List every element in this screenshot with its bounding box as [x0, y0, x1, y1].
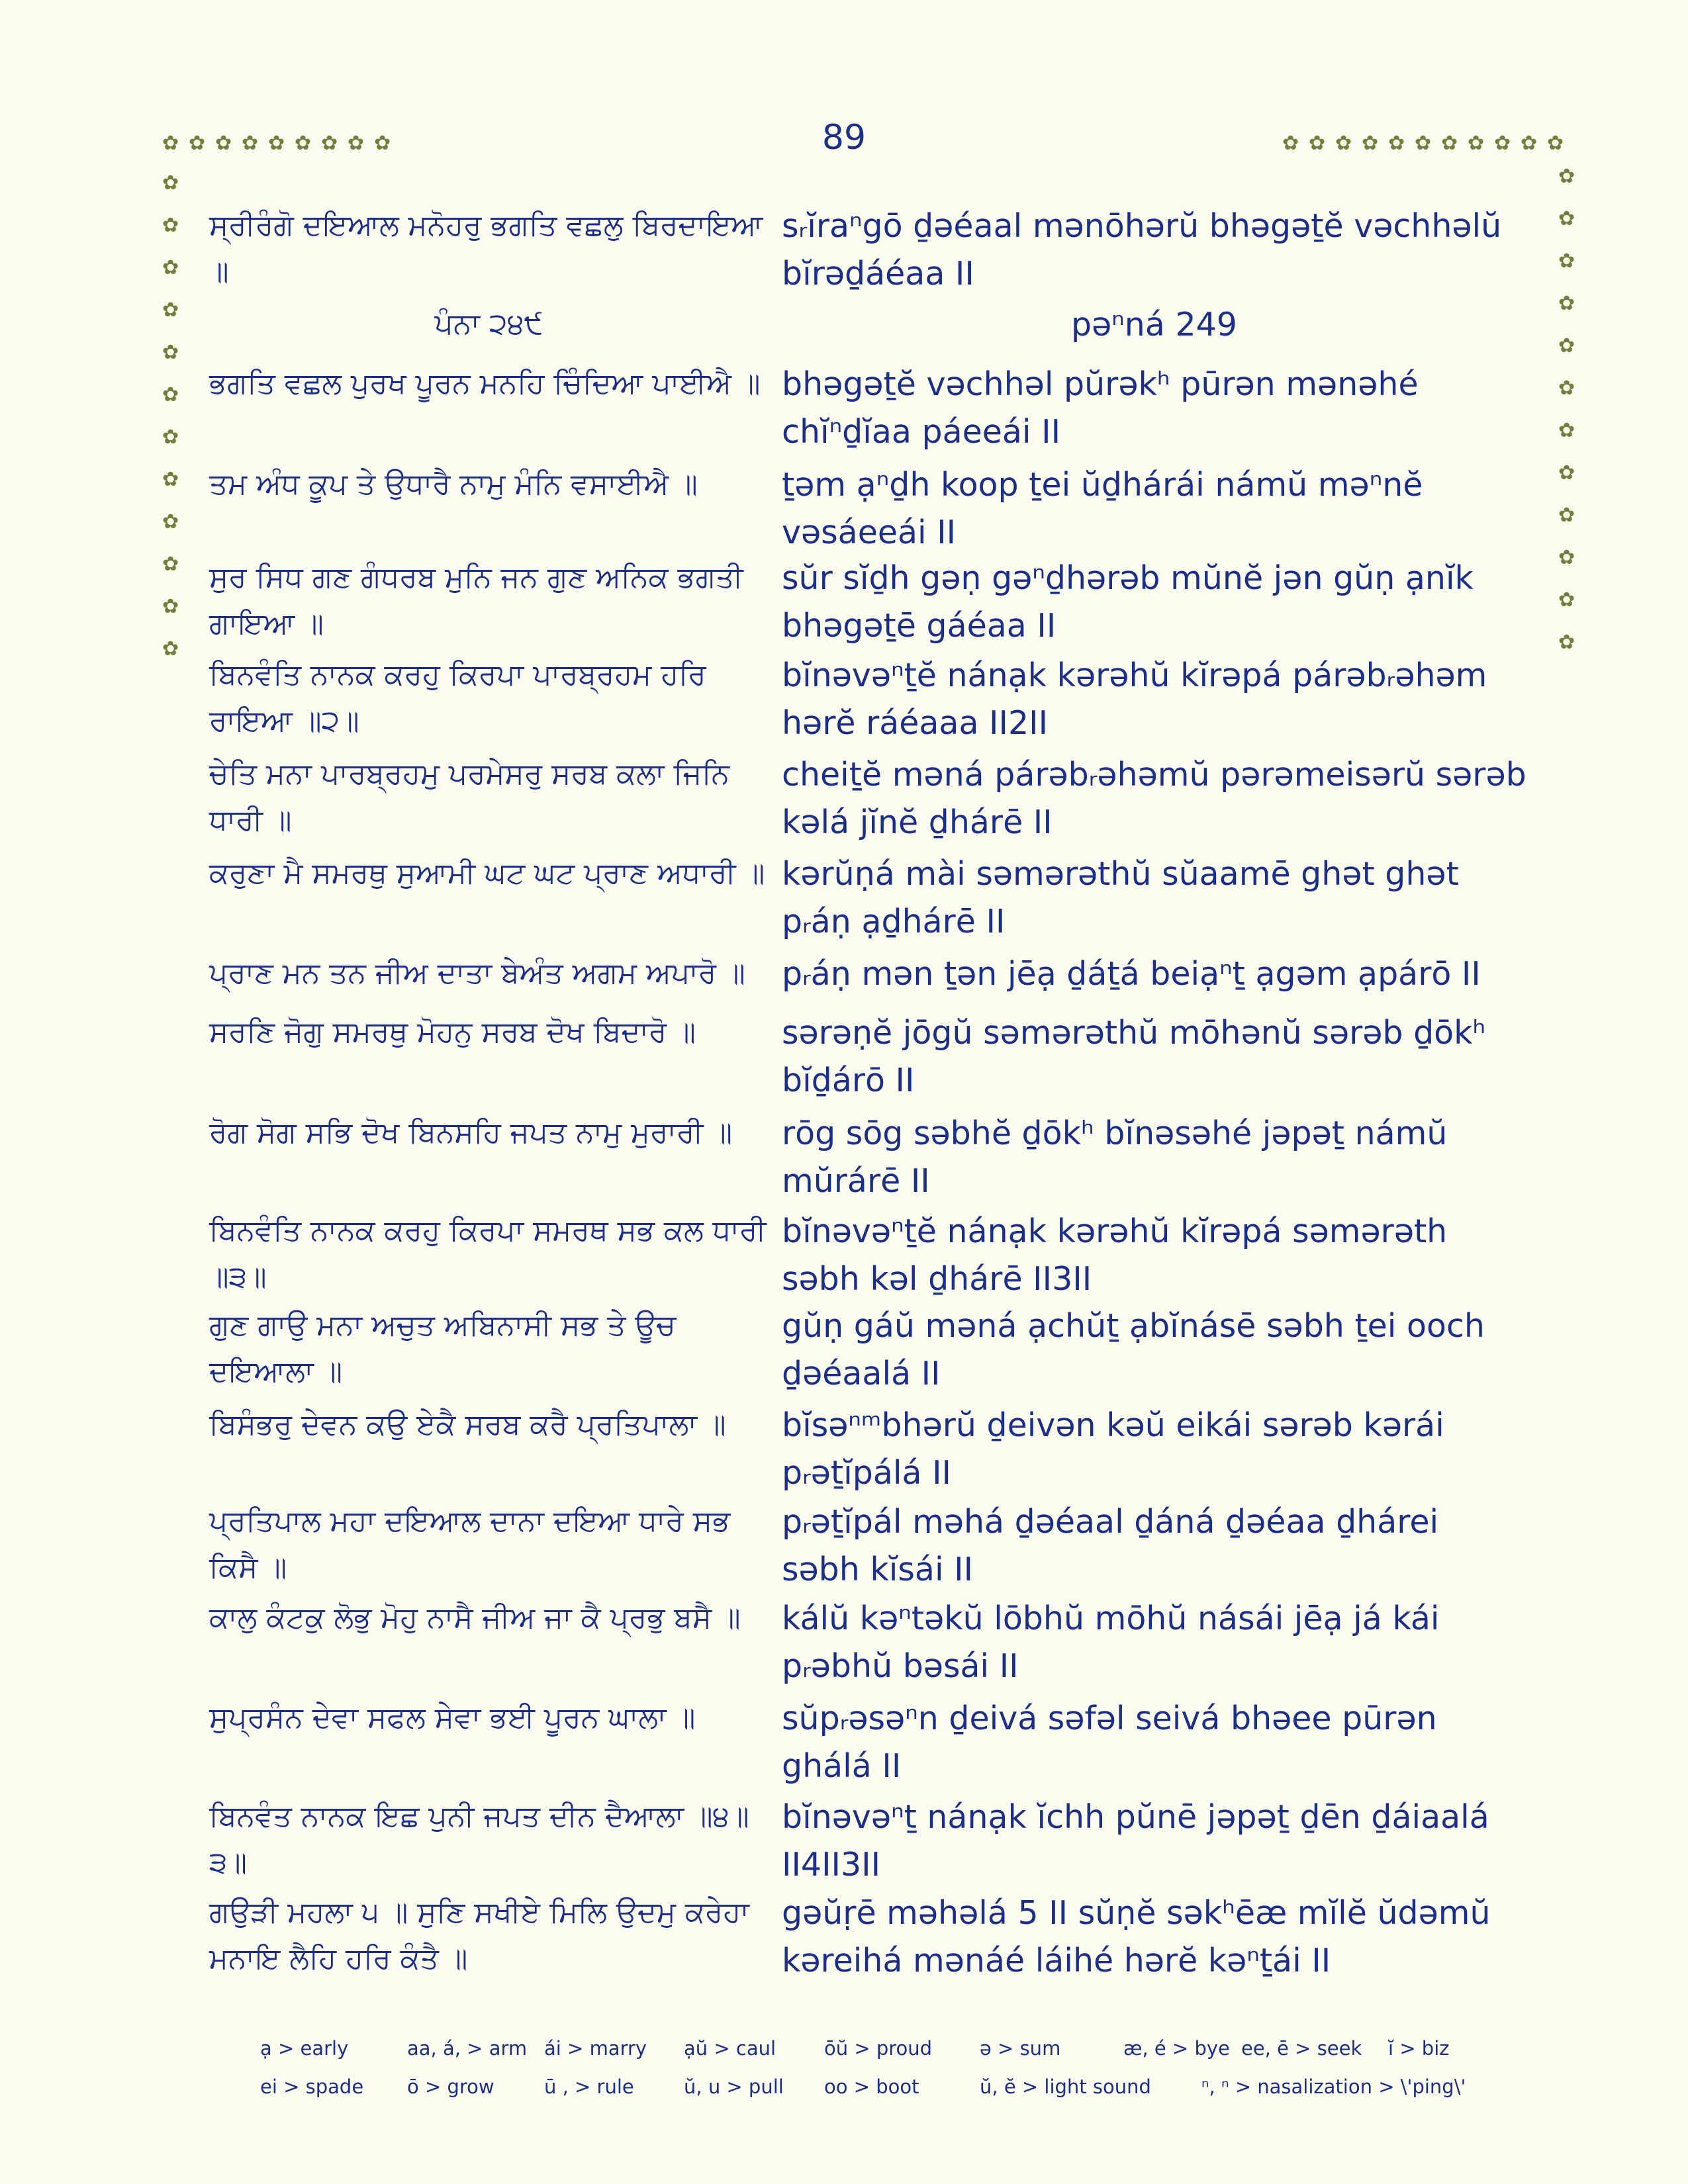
- gurmukhi-text: ਕਰੁਣਾ ਮੈ ਸਮਰਥੁ ਸੁਆਮੀ ਘਟ ਘਟ ਪ੍ਰਾਣ ਅਧਾਰੀ ॥: [209, 856, 765, 890]
- transliteration-text: sərəṇĕ jōgŭ səmərəthŭ mōhənŭ sərəb ḏōkʰ bĭḏárō II: [782, 1014, 1486, 1099]
- flower-ornament-icon: ✿: [1558, 631, 1575, 654]
- flower-ornament-icon: ✿: [162, 383, 179, 406]
- gurmukhi-text: ਚੇਤਿ ਮਨਾ ਪਾਰਬ੍ਰਹਮੁ ਪਰਮੇਸਰੁ ਸਰਬ ਕਲਾ ਜਿਨਿ ਧਾਰੀ ॥: [209, 757, 730, 837]
- flower-ornament-icon: ✿: [1362, 132, 1379, 155]
- flower-ornament-icon: ✿: [162, 553, 179, 576]
- gurmukhi-text: ਪੰਨਾ ੨੪੯: [434, 307, 543, 341]
- flower-ornament-icon: ✿: [1388, 132, 1405, 155]
- legend-entry: ĭ > biz: [1388, 2037, 1450, 2060]
- transliteration-text: bĭnəvəⁿṯ nánạk ĭchh pŭnē jəpəṯ ḏēn ḏáiaalá II4II3II: [782, 1798, 1489, 1884]
- flower-ornament-icon: ✿: [1309, 132, 1326, 155]
- transliteration-text: sŭr sĭḏh gəṇ gəⁿḏhərəb mŭnĕ jən gŭṇ ạnĭk bhəgəṯē gáéaa II: [782, 559, 1474, 645]
- gurmukhi-text: ਬਿਨਵੰਤਿ ਨਾਨਕ ਕਰਹੁ ਕਿਰਪਾ ਸਮਰਥ ਸਭ ਕਲ ਧਾਰੀ ॥੩॥: [209, 1214, 767, 1294]
- flower-ornament-icon: ✿: [215, 132, 232, 155]
- transliteration-text: pəⁿná 249: [1071, 306, 1237, 343]
- transliteration-text: gəŭṛē məhəlá 5 II sŭṇĕ səkʰēæ mĭlĕ ŭdəmŭ kəreihá mənáé láihé hərĕ kəⁿṯái II: [782, 1894, 1491, 1979]
- gurmukhi-text: ਸਰਣਿ ਜੋਗੁ ਸਮਰਥੁ ਮੋਹਨੁ ਸਰਬ ਦੋਖ ਬਿਦਾਰੋ ॥: [209, 1015, 696, 1049]
- gurmukhi-text: ਪ੍ਰਤਿਪਾਲ ਮਹਾ ਦਇਆਲ ਦਾਨਾ ਦਇਆ ਧਾਰੇ ਸਭ ਕਿਸੈ ॥: [209, 1504, 731, 1584]
- transliteration-text: bĭnəvəⁿṯĕ nánạk kərəhŭ kĭrəpá səmərəth səbh kəl ḏhárē II3II: [782, 1212, 1448, 1298]
- flower-ornament-icon: ✿: [1494, 132, 1511, 155]
- flower-ornament-icon: ✿: [1558, 250, 1575, 273]
- flower-ornament-icon: ✿: [162, 256, 179, 279]
- legend-entry: ə > sum: [980, 2037, 1061, 2060]
- flower-ornament-icon: ✿: [162, 214, 179, 237]
- transliteration-text: kərŭṇá mài səmərəthŭ sŭaamē ghət ghət pᵣáṇ ạḏhárē II: [782, 855, 1459, 940]
- transliteration-text: sᵣĭraⁿgō ḏəéaal mənōhərŭ bhəgəṯĕ vəchhəlŭ bĭrəḏáéaa II: [782, 207, 1502, 293]
- flower-ornament-icon: ✿: [1282, 132, 1299, 155]
- gurmukhi-text: ਗਉੜੀ ਮਹਲਾ ੫ ॥ ਸੁਣਿ ਸਖੀਏ ਮਿਲਿ ਉਦਮੁ ਕਰੇਹਾ ਮਨਾਇ ਲੈਹਿ ਹਰਿ ਕੰਤੈ ॥: [209, 1895, 749, 1976]
- transliteration-text: kálŭ kəⁿtəkŭ lōbhŭ mōhŭ násái jēạ já kái pᵣəbhŭ bəsái II: [782, 1600, 1440, 1685]
- flower-ornament-icon: ✿: [1558, 292, 1575, 315]
- legend-entry: ạŭ > caul: [684, 2037, 776, 2060]
- flower-ornament-icon: ✿: [1558, 546, 1575, 569]
- flower-ornament-icon: ✿: [1558, 504, 1575, 527]
- legend-entry: ⁿ, ⁿ > nasalization > \'ping\': [1201, 2075, 1466, 2098]
- legend-entry: æ, é > bye: [1123, 2037, 1230, 2060]
- gurmukhi-text: ਬਿਸੰਭਰੁ ਦੇਵਨ ਕਉ ਏਕੈ ਸਰਬ ਕਰੈ ਪ੍ਰਤਿਪਾਲਾ ॥: [209, 1408, 726, 1441]
- flower-ornament-icon: ✿: [162, 298, 179, 322]
- legend-entry: ei > spade: [260, 2075, 364, 2098]
- flower-ornament-icon: ✿: [189, 132, 206, 155]
- transliteration-text: gŭṇ gáŭ məná ạchŭṯ ạbĭnásē səbh ṯei ooch ḏəéaalá II: [782, 1307, 1485, 1392]
- flower-ornament-icon: ✿: [321, 132, 338, 155]
- flower-ornament-icon: ✿: [162, 426, 179, 449]
- flower-ornament-icon: ✿: [162, 171, 179, 195]
- legend-entry: ái > marry: [544, 2037, 647, 2060]
- gurmukhi-text: ਸੁਪ੍ਰਸੰਨ ਦੇਵਾ ਸਫਲ ਸੇਵਾ ਭਈ ਪੂਰਨ ਘਾਲਾ ॥: [209, 1701, 696, 1735]
- transliteration-text: bĭsəⁿᵐbhərŭ ḏeivən kəŭ eikái sərəb kərái pᵣəṯĭpálá II: [782, 1406, 1444, 1492]
- flower-ornament-icon: ✿: [162, 595, 179, 618]
- flower-ornament-icon: ✿: [162, 468, 179, 491]
- flower-ornament-icon: ✿: [242, 132, 259, 155]
- flower-ornament-icon: ✿: [348, 132, 365, 155]
- flower-ornament-icon: ✿: [1558, 419, 1575, 442]
- legend-entry: ō > grow: [407, 2075, 494, 2098]
- flower-ornament-icon: ✿: [268, 132, 285, 155]
- legend-entry: aa, á, > arm: [407, 2037, 528, 2060]
- flower-ornament-icon: ✿: [1415, 132, 1432, 155]
- page-number: 89: [821, 118, 867, 158]
- transliteration-text: rōg sōg səbhĕ ḏōkʰ bĭnəsəhé jəpəṯ námŭ mŭrárē II: [782, 1115, 1448, 1200]
- transliteration-text: bhəgəṯĕ vəchhəl pŭrəkʰ pūrən mənəhé chĭⁿḏĭaa páeeái II: [782, 365, 1419, 451]
- gurmukhi-text: ਕਾਲੁ ਕੰਟਕੁ ਲੋਭੁ ਮੋਹੁ ਨਾਸੈ ਜੀਅ ਜਾ ਕੈ ਪ੍ਰਭੁ ਬਸੈ ॥: [209, 1601, 741, 1635]
- gurmukhi-text: ਸ੍ਰੀਰੰਗੋ ਦਇਆਲ ਮਨੋਹਰੁ ਭਗਤਿ ਵਛਲੁ ਬਿਰਦਾਇਆ ॥: [209, 208, 763, 289]
- flower-ornament-icon: ✿: [162, 510, 179, 533]
- flower-ornament-icon: ✿: [1335, 132, 1352, 155]
- flower-ornament-icon: ✿: [1521, 132, 1538, 155]
- gurmukhi-text: ਗੁਣ ਗਾਉ ਮਨਾ ਅਚੁਤ ਅਬਿਨਾਸੀ ਸਭ ਤੇ ਊਚ ਦਇਆਲਾ ॥: [209, 1308, 676, 1388]
- flower-ornament-icon: ✿: [1558, 588, 1575, 612]
- legend-entry: ee, ē > seek: [1241, 2037, 1362, 2060]
- gurmukhi-text: ਤਮ ਅੰਧ ਕੂਪ ਤੇ ਉਧਾਰੈ ਨਾਮੁ ਮੰਨਿ ਵਸਾਈਐ ॥: [209, 467, 698, 501]
- legend-entry: ŭ, ĕ > light sound: [980, 2075, 1151, 2098]
- flower-ornament-icon: ✿: [1547, 132, 1564, 155]
- gurmukhi-text: ਪ੍ਰਾਣ ਮਨ ਤਨ ਜੀਅ ਦਾਤਾ ਬੇਅੰਤ ਅਗਮ ਅਪਾਰੋ ॥: [209, 956, 745, 990]
- flower-ornament-icon: ✿: [1558, 377, 1575, 400]
- flower-ornament-icon: ✿: [1558, 461, 1575, 484]
- gurmukhi-text: ਰੋਗ ਸੋਗ ਸਭਿ ਦੋਖ ਬਿਨਸਹਿ ਜਪਤ ਨਾਮੁ ਮੁਰਾਰੀ ॥: [209, 1116, 733, 1150]
- flower-ornament-icon: ✿: [1558, 207, 1575, 230]
- flower-ornament-icon: ✿: [162, 637, 179, 660]
- gurmukhi-text: ਬਿਨਵੰਤਿ ਨਾਨਕ ਕਰਹੁ ਕਿਰਪਾ ਪਾਰਬ੍ਰਹਮ ਹਰਿ ਰਾਇਆ ॥੨॥: [209, 658, 706, 738]
- flower-ornament-icon: ✿: [1441, 132, 1458, 155]
- legend-entry: ū , > rule: [544, 2075, 634, 2098]
- flower-ornament-icon: ✿: [1558, 334, 1575, 357]
- gurmukhi-text: ਬਿਨਵੰਤ ਨਾਨਕ ਇਛ ਪੁਨੀ ਜਪਤ ਦੀਨ ਦੈਆਲਾ ॥੪॥੩॥: [209, 1799, 749, 1880]
- flower-ornament-icon: ✿: [1558, 165, 1575, 188]
- flower-ornament-icon: ✿: [295, 132, 312, 155]
- transliteration-text: bĭnəvəⁿṯĕ nánạk kərəhŭ kĭrəpá párəbᵣəhəm hərĕ ráéaaa II2II: [782, 657, 1487, 742]
- legend-entry: ŭ, u > pull: [684, 2075, 784, 2098]
- gurmukhi-text: ਸੁਰ ਸਿਧ ਗਣ ਗੰਧਰਬ ਮੁਨਿ ਜਨ ਗੁਣ ਅਨਿਕ ਭਗਤੀ ਗਾਇਆ ॥: [209, 561, 743, 641]
- flower-ornament-icon: ✿: [162, 341, 179, 364]
- transliteration-text: pᵣáṇ mən ṯən jēạ ḏáṯá beiạⁿṯ ạgəm ạpárō II: [782, 955, 1481, 993]
- flower-ornament-icon: ✿: [1468, 132, 1485, 155]
- flower-ornament-icon: ✿: [162, 132, 179, 155]
- transliteration-text: pᵣəṯĭpál məhá ḏəéaal ḏáná ḏəéaa ḏhárei səbh kĭsái II: [782, 1503, 1439, 1588]
- legend-entry: ōŭ > proud: [824, 2037, 933, 2060]
- transliteration-text: cheiṯĕ məná párəbᵣəhəmŭ pərəmeisərŭ sərəb kəlá jĭnĕ ḏhárē II: [782, 756, 1526, 841]
- gurmukhi-text: ਭਗਤਿ ਵਛਲ ਪੁਰਖ ਪੂਰਨ ਮਨਹਿ ਚਿੰਦਿਆ ਪਾਈਐ ॥: [209, 367, 761, 400]
- legend-entry: ạ > early: [260, 2037, 349, 2060]
- transliteration-text: ṯəm ạⁿḏh koop ṯei ŭḏhárái námŭ məⁿnĕ vəsáeeái II: [782, 466, 1423, 551]
- transliteration-text: sŭpᵣəsəⁿn ḏeivá səfəl seivá bhəee pūrən ghálá II: [782, 1700, 1437, 1785]
- legend-entry: oo > boot: [824, 2075, 919, 2098]
- flower-ornament-icon: ✿: [374, 132, 391, 155]
